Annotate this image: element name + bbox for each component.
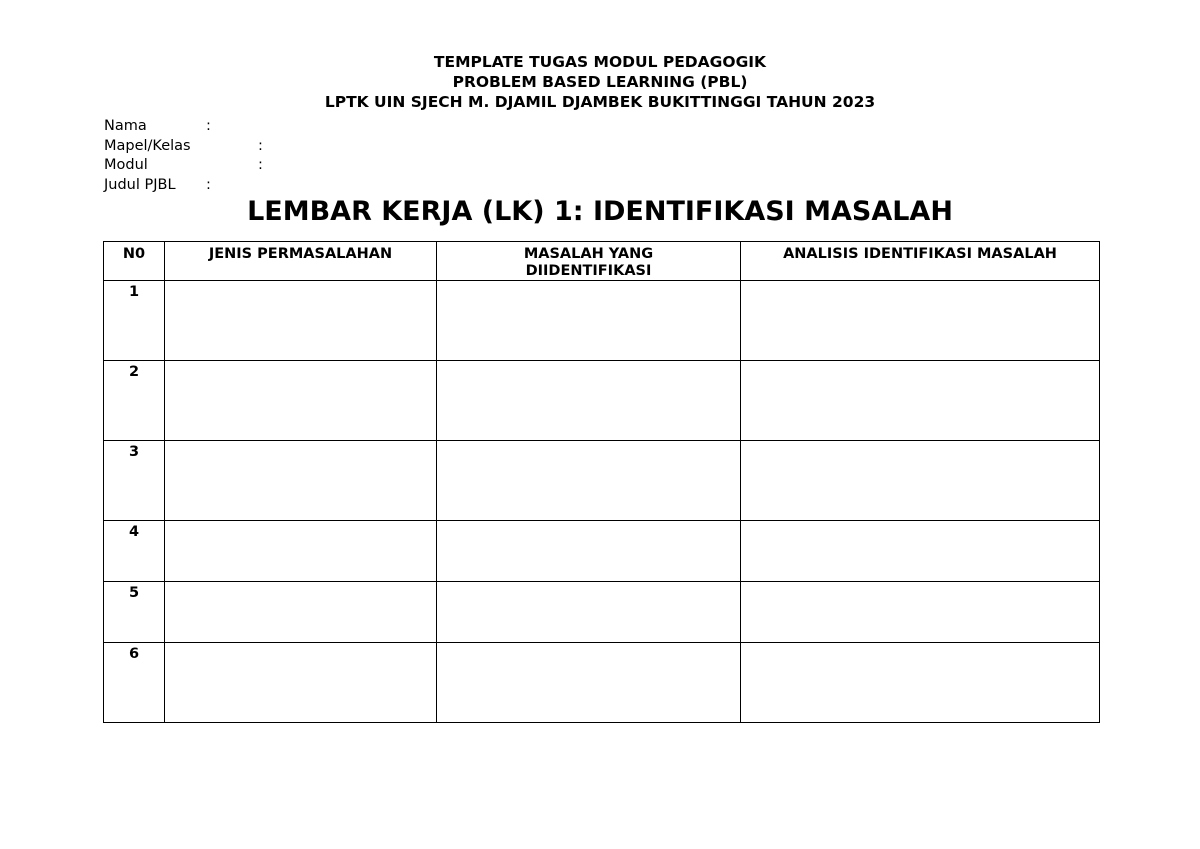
cell-analisis[interactable] [741,361,1100,441]
table-header-row [104,242,1100,281]
cell-masalah[interactable] [437,441,741,521]
cell-jenis[interactable] [165,281,437,361]
cell-jenis[interactable] [165,643,437,723]
field-label-mapel-kelas: Mapel/Kelas [104,137,191,154]
table-row [104,441,1100,521]
field-colon-nama: : [206,118,211,134]
cell-masalah[interactable] [437,582,741,643]
column-header-masalah-text: MASALAH YANG DIIDENTIFIKASI [523,246,654,279]
worksheet-title: LEMBAR KERJA (LK) 1: IDENTIFIKASI MASALAH [247,196,953,227]
cell-jenis[interactable] [165,582,437,643]
row-number: 6 [104,643,165,723]
row-number: 2 [104,361,165,441]
column-header-no: N0 [104,242,165,281]
field-colon-mapel-kelas: : [258,137,263,154]
table-row [104,281,1100,361]
cell-analisis[interactable] [741,643,1100,723]
cell-masalah[interactable] [437,521,741,582]
table-row [104,582,1100,643]
document-header [0,52,1200,112]
row-number: 5 [104,582,165,643]
cell-analisis[interactable] [741,281,1100,361]
column-header-masalah [437,242,741,281]
cell-analisis[interactable] [741,582,1100,643]
cell-analisis[interactable] [741,521,1100,582]
header-line-2: PROBLEM BASED LEARNING (PBL) [452,73,748,91]
field-label-nama: Nama [104,118,147,134]
column-header-analisis: ANALISIS IDENTIFIKASI MASALAH [741,242,1100,281]
field-colon-modul: : [258,157,263,173]
cell-masalah[interactable] [437,281,741,361]
row-number: 1 [104,281,165,361]
header-line-1: TEMPLATE TUGAS MODUL PEDAGOGIK [433,53,767,71]
cell-analisis[interactable] [741,441,1100,521]
cell-masalah[interactable] [437,643,741,723]
field-label-judul-pjbl: Judul PJBL [104,176,176,193]
cell-jenis[interactable] [165,361,437,441]
worksheet-table [103,241,1100,723]
cell-jenis[interactable] [165,521,437,582]
row-number: 3 [104,441,165,521]
field-colon-judul-pjbl: : [206,176,211,193]
column-header-jenis: JENIS PERMASALAHAN [165,242,437,281]
field-label-modul: Modul [104,157,148,173]
header-line-3: LPTK UIN SJECH M. DJAMIL DJAMBEK BUKITTINGGI TAHUN 2023 [324,93,876,111]
table-row [104,521,1100,582]
row-number: 4 [104,521,165,582]
table-row [104,361,1100,441]
cell-jenis[interactable] [165,441,437,521]
table-row [104,643,1100,723]
cell-masalah[interactable] [437,361,741,441]
